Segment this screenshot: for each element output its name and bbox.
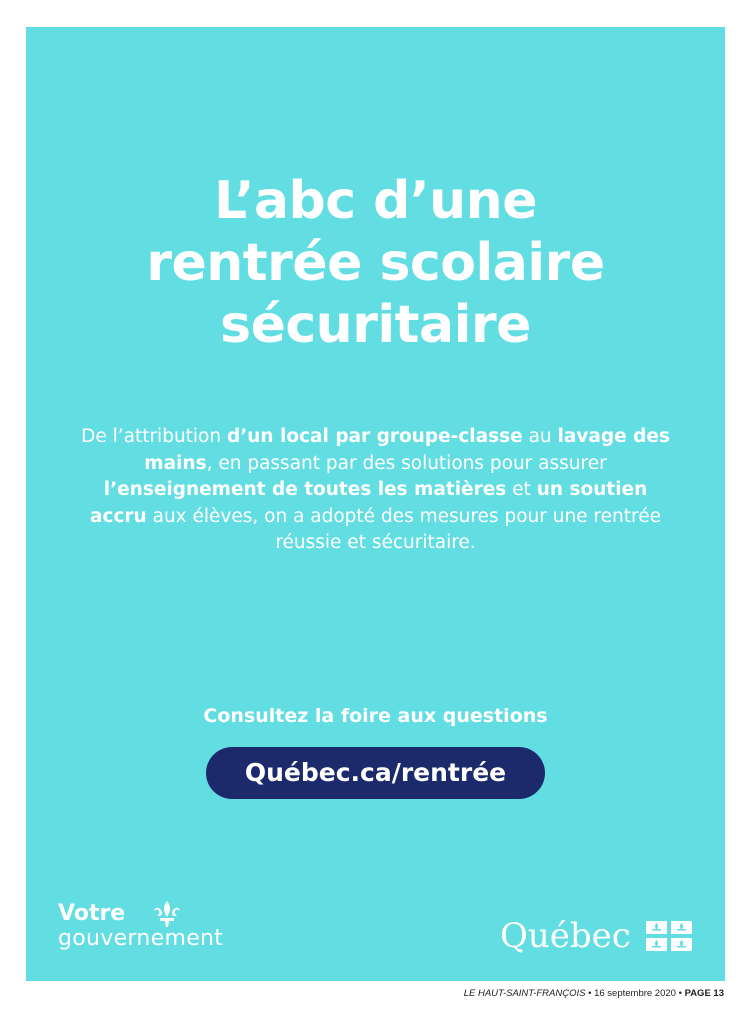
- headline-line-2: rentrée scolaire: [146, 233, 605, 293]
- footer-separator-1: •: [585, 988, 595, 999]
- quebec-flag-icon: [646, 921, 692, 951]
- body-text-3: , en passant par des solutions pour assurer: [206, 452, 607, 474]
- body-bold-1: d’un local par groupe-classe: [226, 426, 523, 447]
- website-link-button[interactable]: Québec.ca/rentrée: [206, 747, 545, 799]
- votre-label: Votre: [58, 901, 126, 926]
- footer-separator-2: •: [675, 988, 685, 999]
- headline: [26, 170, 725, 356]
- fleur-de-lis-icon: [150, 899, 184, 929]
- body-bold-2: lavage des mains: [144, 426, 670, 474]
- body-paragraph: [76, 424, 675, 557]
- body-text-4: et: [506, 479, 537, 500]
- gouvernement-label: gouvernement: [58, 926, 224, 951]
- issue-date: 16 septembre 2020: [594, 988, 676, 999]
- body-text-2: au: [522, 426, 558, 447]
- newspaper-name: LE HAUT-SAINT-FRANÇOIS: [463, 988, 586, 999]
- body-bold-3: l’enseignement de toutes les matières: [103, 479, 507, 500]
- advertisement-panel: [26, 27, 725, 981]
- body-text-5: aux élèves, on a adopté des mesures pour une rentrée réussie et sécuritaire.: [146, 505, 661, 553]
- page-footer: [464, 988, 724, 999]
- headline-line-1: L’abc d’une: [214, 171, 537, 231]
- body-bold-4: un soutien accru: [90, 479, 648, 527]
- headline-line-3: sécuritaire: [220, 295, 531, 355]
- body-text-1: De l’attribution: [81, 426, 227, 447]
- quebec-wordmark: Québec: [500, 916, 631, 956]
- page-number: PAGE 13: [684, 988, 724, 999]
- faq-prompt: Consultez la foire aux questions: [203, 705, 548, 727]
